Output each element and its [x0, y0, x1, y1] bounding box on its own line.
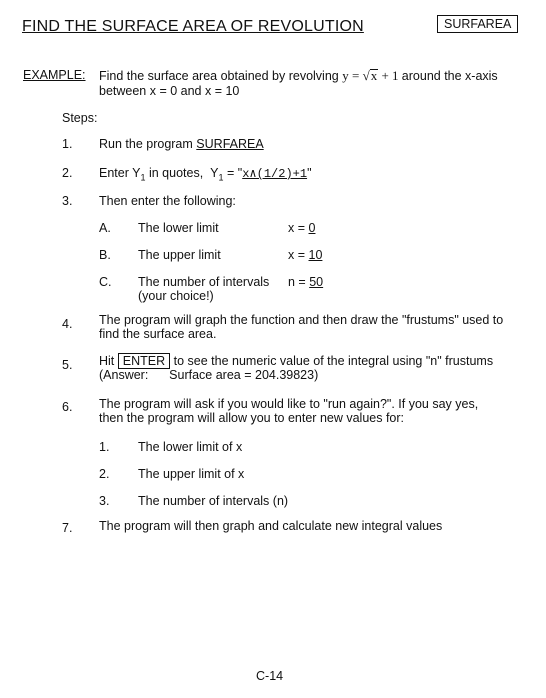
answer-value: Surface area = 204.39823): [169, 368, 319, 382]
page-number: C-14: [256, 669, 284, 683]
program-name: SURFAREA: [196, 137, 264, 151]
enter-key: ENTER: [118, 353, 170, 369]
example-label: EXAMPLE:: [23, 68, 86, 82]
program-name-box: SURFAREA: [437, 15, 518, 33]
example-line-1: Find the surface area obtained by revolving y = √x + 1 around the x-axis: [99, 68, 498, 83]
page-title: FIND THE SURFACE AREA OF REVOLUTION: [22, 18, 364, 35]
example-equation: y = √x + 1: [342, 68, 399, 83]
function-expression: x∧(1/2)+1: [242, 167, 308, 181]
steps-heading: Steps:: [62, 111, 98, 125]
example-text: [99, 68, 498, 99]
example-line-2: between x = 0 and x = 10: [99, 84, 240, 98]
